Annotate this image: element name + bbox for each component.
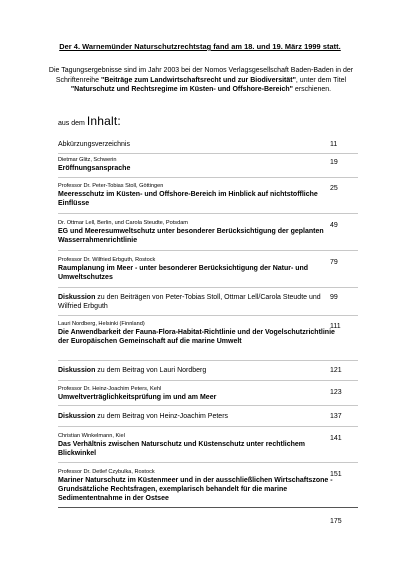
- toc-divider: [58, 177, 358, 178]
- intro-paragraph: [40, 66, 362, 95]
- toc-entry-title: Die Anwendbarkeit der Fauna-Flora-Habitat-Richtlinie und der Vogelschutzrichtlinie der Europäischen Gemeinschaft auf die marine Umwelt: [58, 329, 335, 345]
- toc-entry-title: Umweltverträglichkeitsprüfung im und am Meer: [58, 394, 217, 401]
- toc-entry-page: 141: [330, 435, 342, 442]
- toc-entry-author: Christian Winkelmann, Kiel: [58, 433, 125, 439]
- toc-divider: [58, 360, 358, 361]
- intro-book-title: "Naturschutz und Rechtsregime im Küsten- und Offshore-Bereich": [70, 86, 293, 94]
- toc-divider: [58, 213, 358, 214]
- toc-entry-author: Professor Dr. Heinz-Joachim Peters, Kehl: [58, 386, 162, 392]
- toc-entry-page: 123: [330, 389, 342, 396]
- toc-entry-title: Meeresschutz im Küsten- und Offshore-Bereich im Hinblick auf nichtstoffliche Einflüsse: [58, 191, 318, 207]
- toc-entry-author: Dietmar Glitz, Schwerin: [58, 157, 117, 163]
- toc-entry-author: Dr. Ottmar Lell, Berlin, und Carola Steudte, Potsdam: [58, 220, 188, 226]
- toc-entry: [58, 321, 342, 346]
- toc-discussion-word: Diskussion: [58, 294, 96, 301]
- toc-discussion-text: zu dem Beitrag von Heinz-Joachim Peters: [95, 413, 229, 420]
- toc-entry-page: 79: [330, 259, 338, 266]
- toc-divider: [58, 380, 358, 381]
- toc-entry-page: 19: [330, 159, 338, 166]
- toc-discussion-word: Diskussion: [58, 367, 96, 374]
- toc-entry-page: 137: [330, 413, 342, 420]
- toc-entry-page: 175: [330, 518, 342, 525]
- toc-entry: [58, 140, 342, 149]
- toc-entry: [58, 386, 342, 402]
- toc-entry-author: Lauri Nordberg, Helsinki (Finnland): [58, 321, 145, 327]
- toc-entry: [58, 157, 342, 173]
- contents-heading: [58, 114, 121, 128]
- toc-entry-author: Professor Dr. Peter-Tobias Stoll, Göttingen: [58, 183, 164, 189]
- toc-entry-title: EG und Meeresumweltschutz unter besonderer Berücksichtigung der geplanten Wasserrahmenrichtlinie: [58, 228, 324, 244]
- toc-entry-author: Professor Dr. Detlef Czybulka, Rostock: [58, 469, 155, 475]
- toc-divider: [58, 426, 358, 427]
- intro-text-1: Die Tagungsergebnisse sind im Jahr 2003 bei der Nomos Verlagsgesellschaft Baden-Baden in der Schriftenreihe: [48, 67, 354, 84]
- toc-entry-page: 151: [330, 471, 342, 478]
- contents-heading-prefix: aus dem: [58, 120, 85, 127]
- toc-divider: [58, 287, 358, 288]
- toc-entry: [58, 433, 342, 458]
- toc-entry-page: 121: [330, 367, 342, 374]
- intro-series-name: "Beiträge zum Landwirtschaftsrecht und zur Biodiversität": [101, 76, 296, 84]
- toc-divider: [58, 315, 358, 316]
- headline: Der 4. Warnemünder Naturschutzrechtstag fand am 18. und 19. März 1999 statt.: [59, 42, 341, 51]
- toc-divider: [58, 250, 358, 251]
- toc-entry-author: Professor Dr. Wilfried Erbguth, Rostock: [58, 257, 156, 263]
- contents-heading-word: Inhalt:: [86, 114, 121, 128]
- toc-entry: [58, 183, 342, 208]
- toc-entry: [58, 469, 342, 503]
- toc-discussion-word: Diskussion: [58, 413, 96, 420]
- toc-entry: [58, 412, 342, 421]
- toc-entry-page: 111: [330, 323, 341, 330]
- toc-divider: [58, 153, 358, 154]
- toc-entry: [58, 293, 330, 311]
- toc-entry: [58, 220, 342, 245]
- toc-divider: [58, 462, 358, 463]
- toc-divider: [58, 507, 358, 508]
- toc-divider: [58, 405, 358, 406]
- toc-entry-title: Abkürzungsverzeichnis: [58, 141, 130, 148]
- toc-entry: [58, 257, 342, 282]
- toc-entry: [58, 366, 342, 375]
- toc-entry-page: 25: [330, 185, 338, 192]
- toc-entry-page: 11: [330, 141, 338, 148]
- intro-text-3: erschienen.: [292, 86, 332, 94]
- toc-entry-title: Raumplanung im Meer - unter besonderer Berücksichtigung der Natur- und Umweltschutzes: [58, 265, 309, 281]
- toc-discussion-text: zu den Beiträgen von Peter-Tobias Stoll, Ottmar Lell/Carola Steudte und Wilfried Erbguth: [58, 294, 321, 310]
- toc-entry-title: Das Verhältnis zwischen Naturschutz und Küstenschutz unter rechtlichem Blickwinkel: [58, 441, 305, 457]
- intro-text-2: , unter dem Titel: [295, 76, 347, 84]
- toc-entry-title: Mariner Naturschutz im Küstenmeer und in der ausschließlichen Wirtschaftszone - Grundsätzliche Rechtsfragen, exemplarisch behandelt für die marine Sedimententnahme in der Ostsee: [58, 477, 333, 502]
- toc-entry-page: 99: [330, 294, 338, 301]
- toc-discussion-text: zu dem Beitrag von Lauri Nordberg: [95, 367, 207, 374]
- toc-entry-title: Eröffnungsansprache: [58, 165, 131, 172]
- toc-entry-page: 49: [330, 222, 338, 229]
